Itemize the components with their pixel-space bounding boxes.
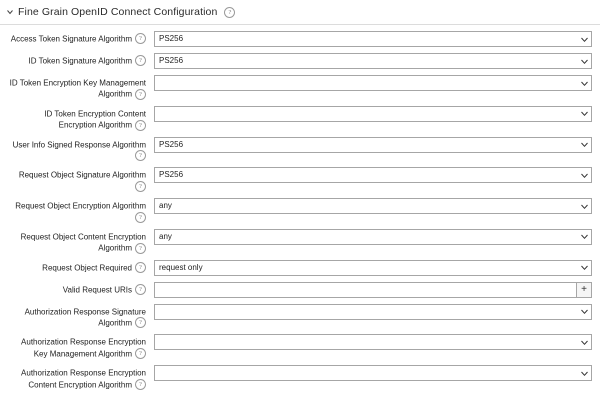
page-title: Fine Grain OpenID Connect Configuration (18, 6, 218, 18)
chevron-down-icon[interactable] (578, 138, 591, 152)
label-text: Request Object Encryption Algorithm (15, 201, 146, 211)
add-button[interactable]: + (576, 282, 592, 298)
help-icon[interactable]: ? (135, 150, 146, 161)
form-row (8, 198, 592, 223)
label-text: Request Object Content Encryption Algorithm (20, 232, 146, 253)
valid-request-uris-group (154, 282, 592, 298)
label-text: Access Token Signature Algorithm (10, 34, 132, 44)
help-icon[interactable]: ? (135, 348, 146, 359)
label-text: Request Object Signature Algorithm (18, 170, 146, 180)
request-object-required-select[interactable] (154, 260, 592, 276)
form-row (8, 334, 592, 359)
help-icon[interactable]: ? (224, 7, 235, 18)
settings-form (0, 25, 600, 400)
form-row (8, 75, 592, 100)
request-object-required-control (154, 260, 592, 276)
id-token-signature-algorithm-control (154, 53, 592, 69)
access-token-signature-algorithm-control (154, 31, 592, 47)
selected-value: any (159, 231, 172, 241)
label-text: ID Token Encryption Content Encryption Algorithm (44, 109, 146, 130)
request-object-encryption-algorithm-label (8, 198, 154, 223)
chevron-down-icon[interactable] (578, 107, 591, 121)
authorization-response-signature-algorithm-control (154, 304, 592, 320)
user-info-signed-response-algorithm-label (8, 137, 154, 162)
form-row (8, 365, 592, 390)
label-text: Valid Request URIs (62, 285, 132, 295)
selected-value: any (159, 201, 172, 211)
chevron-down-icon[interactable] (578, 168, 591, 182)
label-text: ID Token Encryption Key Management Algorithm (9, 78, 146, 99)
authorization-response-encryption-content-encryption-algorithm-label (8, 365, 154, 390)
selected-value: PS256 (159, 139, 184, 149)
authorization-response-signature-algorithm-label (8, 304, 154, 329)
help-icon[interactable]: ? (135, 243, 146, 254)
authorization-response-encryption-key-management-algorithm-select[interactable] (154, 334, 592, 350)
id-token-encryption-content-encryption-algorithm-select[interactable] (154, 106, 592, 122)
id-token-encryption-key-management-algorithm-select[interactable] (154, 75, 592, 91)
help-icon[interactable]: ? (135, 284, 146, 295)
user-info-signed-response-algorithm-select[interactable] (154, 137, 592, 153)
help-icon[interactable]: ? (135, 89, 146, 100)
authorization-response-encryption-key-management-algorithm-control (154, 334, 592, 350)
chevron-down-icon[interactable] (578, 366, 591, 380)
help-icon[interactable]: ? (135, 262, 146, 273)
selected-value: PS256 (159, 56, 184, 65)
help-icon[interactable]: ? (135, 317, 146, 328)
help-icon[interactable]: ? (135, 181, 146, 192)
user-info-signed-response-algorithm-control (154, 137, 592, 153)
id-token-encryption-content-encryption-algorithm-label (8, 106, 154, 131)
authorization-response-encryption-content-encryption-algorithm-control (154, 365, 592, 381)
valid-request-uris-input[interactable] (154, 282, 576, 298)
request-object-content-encryption-algorithm-select[interactable] (154, 229, 592, 245)
access-token-signature-algorithm-label (8, 31, 154, 44)
request-object-signature-algorithm-label (8, 167, 154, 192)
id-token-encryption-content-encryption-algorithm-control (154, 106, 592, 122)
id-token-signature-algorithm-select[interactable] (154, 53, 592, 69)
help-icon[interactable]: ? (135, 120, 146, 131)
form-row (8, 31, 592, 47)
request-object-signature-algorithm-select[interactable] (154, 167, 592, 183)
authorization-response-encryption-content-encryption-algorithm-select[interactable] (154, 365, 592, 381)
request-object-content-encryption-algorithm-control (154, 229, 592, 245)
form-row (8, 304, 592, 329)
request-object-required-label (8, 260, 154, 273)
chevron-down-icon[interactable] (578, 199, 591, 213)
id-token-encryption-key-management-algorithm-control (154, 75, 592, 91)
valid-request-uris-control (154, 282, 592, 298)
label-text: User Info Signed Response Algorithm (12, 139, 146, 149)
access-token-signature-algorithm-select[interactable] (154, 31, 592, 47)
request-object-signature-algorithm-control (154, 167, 592, 183)
chevron-down-icon[interactable] (6, 8, 14, 16)
selected-value: PS256 (159, 170, 184, 180)
label-text: Authorization Response Encryption Content Encryption Algorithm (21, 368, 146, 390)
request-object-content-encryption-algorithm-label (8, 229, 154, 254)
chevron-down-icon[interactable] (578, 54, 591, 68)
help-icon[interactable]: ? (135, 212, 146, 223)
authorization-response-encryption-key-management-algorithm-label (8, 334, 154, 359)
form-row (8, 282, 592, 298)
selected-value: PS256 (159, 34, 184, 43)
id-token-signature-algorithm-label (8, 53, 154, 66)
label-text: Request Object Required (42, 263, 132, 273)
label-text: Authorization Response Signature Algorithm (24, 307, 146, 328)
help-icon[interactable]: ? (135, 379, 146, 390)
section-header[interactable] (0, 0, 600, 25)
chevron-down-icon[interactable] (578, 32, 591, 46)
request-object-encryption-algorithm-control (154, 198, 592, 214)
form-row (8, 137, 592, 162)
form-row (8, 106, 592, 131)
valid-request-uris-label (8, 282, 154, 295)
form-row (8, 229, 592, 254)
help-icon[interactable]: ? (135, 33, 146, 44)
label-text: ID Token Signature Algorithm (28, 56, 132, 66)
id-token-encryption-key-management-algorithm-label (8, 75, 154, 100)
form-row (8, 167, 592, 192)
form-row (8, 260, 592, 276)
chevron-down-icon[interactable] (578, 76, 591, 90)
form-row (8, 53, 592, 69)
chevron-down-icon[interactable] (578, 230, 591, 244)
request-object-encryption-algorithm-select[interactable] (154, 198, 592, 214)
chevron-down-icon[interactable] (578, 305, 591, 319)
chevron-down-icon[interactable] (578, 335, 591, 349)
help-icon[interactable]: ? (135, 55, 146, 66)
chevron-down-icon[interactable] (578, 261, 591, 275)
selected-value: request only (159, 262, 203, 272)
label-text: Authorization Response Encryption Key Management Algorithm (21, 337, 146, 359)
authorization-response-signature-algorithm-select[interactable] (154, 304, 592, 320)
